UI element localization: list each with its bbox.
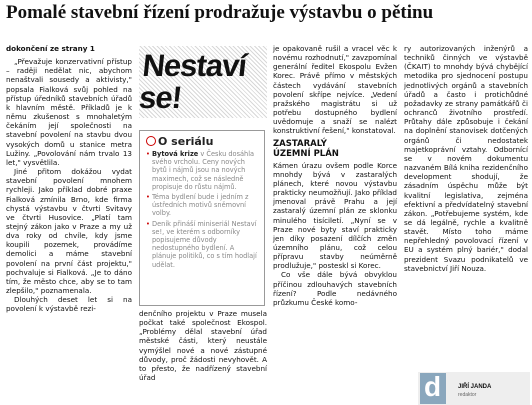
serial-item: • Deník přináší miniseriál Nestaví se!, ve kterém s odborníky popisujeme důvody nedostupného bydlení. A plánuje politiků, co s tím hodlají udělat. xyxy=(152,220,258,269)
serial-info-box xyxy=(139,130,265,306)
deník-logo-icon: d xyxy=(424,371,442,402)
paragraph: je opakovaně rušil a vracel věc k novému rozhodnutí," zavzpomínal generální ředitel Ekospolu Evžen Korec. Právě přímo v městských částech vydávání stavebních povolení skřípe nejvíce. „Vedení pražského magistrátu si už potřebu dostupného bydlení uvědomuje a snaží se nalézt konstruktivní řešení," konstatoval. xyxy=(273,44,397,136)
series-logo-text: Nestaví se! xyxy=(137,48,248,115)
author-role: redaktor xyxy=(458,392,477,398)
column-4 xyxy=(404,44,528,273)
author-photo xyxy=(420,373,446,404)
headline: Pomalé stavební řízení prodražuje výstavbu o pětinu xyxy=(6,3,434,23)
paragraph: „Převažuje konzervativní přístup – raději nedělat nic, abychom nenaštvali sousedy a aktivisty," popsala Fialková svůj pohled na přístup úředníků stavebních úřadů k hlavním městě. Příkladů je k němu zkušenost s mnohaletým čekáním její společnosti na stavební povolení na stavbu dvou vysokých domů u stanice metra Lužiny. „Povolování nám trvalo 13 let," vysvětlila. xyxy=(6,57,132,167)
paragraph: Co vše dále bývá obvyklou příčinou zdlouhavých stavebních řízení? Podle nedávného průzkumu České komo- xyxy=(273,270,397,307)
subheading: ZASTARALÝ ÚZEMNÍ PLÁN xyxy=(273,138,339,159)
paragraph: Jiné přitom dokážou vydat stavební povolení mnohem rychleji. Jako příklad dobré praxe Fialková zmínila Brno, kde firma chystá výstavbu v čtvrti Svitavy ve čtvrti Husovice. „Platí tam stejný zákon jako v Praze a my už dva roky od chvíle, kdy jsme koupili pozemek, provádíme demolici a máme stavební povolení na první část projektu," pochvaluje si Fialková. „Je to dáno tím, že město chce, aby se to tam zlepšilo," poznamenala. xyxy=(6,167,132,296)
column-3 xyxy=(273,44,397,307)
series-logo xyxy=(139,46,267,118)
serial-box-title: O seriálu xyxy=(146,135,258,148)
author-name: JIŘÍ JANDA xyxy=(458,384,492,390)
serial-list xyxy=(146,150,258,269)
paragraph: denčního projektu v Praze musela počkat také společnost Ekospol. „Problémy dělal stavební úřad městské části, který neustále vymýšlel nové a nové zástupné důvody, proč žádosti nevyhovět. A to přesto, že nadřízený stavební úřad xyxy=(139,309,267,383)
serial-item: • Bytová krize v Česku dosáhla svého vrcholu. Ceny nových bytů i nájmů jsou na nových maximech, což se následně propisuje do růstu nájmů. xyxy=(152,150,258,191)
serial-item: • Téma bydlení bude i jedním z ústředních motivů sněmovní volby. xyxy=(152,193,258,218)
author-byline xyxy=(418,372,530,405)
paragraph: Kámen úrazu ovšem podle Korce mnohdy bývá v zastaralých plánech, které novou výstavbu prakticky neumožňují. Jako příklad jmenoval právě Prahu a její zastaralý územní plán ze sklonku minulého tisíciletí. „Nyní se v Praze nové byty staví prakticky jen díky posazení dílčích změn územního plánu, což celou přípravu stavby neúměrně prodlužuje," posteskl si Korec. xyxy=(273,160,397,271)
paragraph: Dlouhých deset let si na povolení k výstavbě rezi- xyxy=(6,295,132,314)
circle-icon xyxy=(146,136,156,146)
column-1 xyxy=(6,44,132,314)
continuation-kicker: dokončení ze strany 1 xyxy=(6,44,95,53)
column-2-bottom xyxy=(139,309,267,382)
paragraph: ry autorizovaných inženýrů a techniků činných ve výstavbě (ČKAIT) to mnohdy bývá chybějící metodika pro sjednocení postupu jednotlivých orgánů a stavebních úřadů a často i protichůdné požadavky ze strany památkářů či ochranců životního prostředí. Průtahy dále způsobuje i čekání na doplnění stanovisek dotčených orgánů či nedostatek majetkoprávní vztahy. Odbornící se v novém dokumentu nazvaném Bílá kniha rezidenčního development shodují, že zásadním úspěchu může být kvalitní legislativa, zejména efektivní a předvídatelný stavební zákon. „Potřebujeme systém, kde se dá legálně, rychle a kvalitně stavět. Místo toho máme nepřehledný povolovací řízení v EU a systém plný bariér," dodal prezident Svazu podnikatelů ve stavebnictví Jiří Nouza. xyxy=(404,44,528,273)
